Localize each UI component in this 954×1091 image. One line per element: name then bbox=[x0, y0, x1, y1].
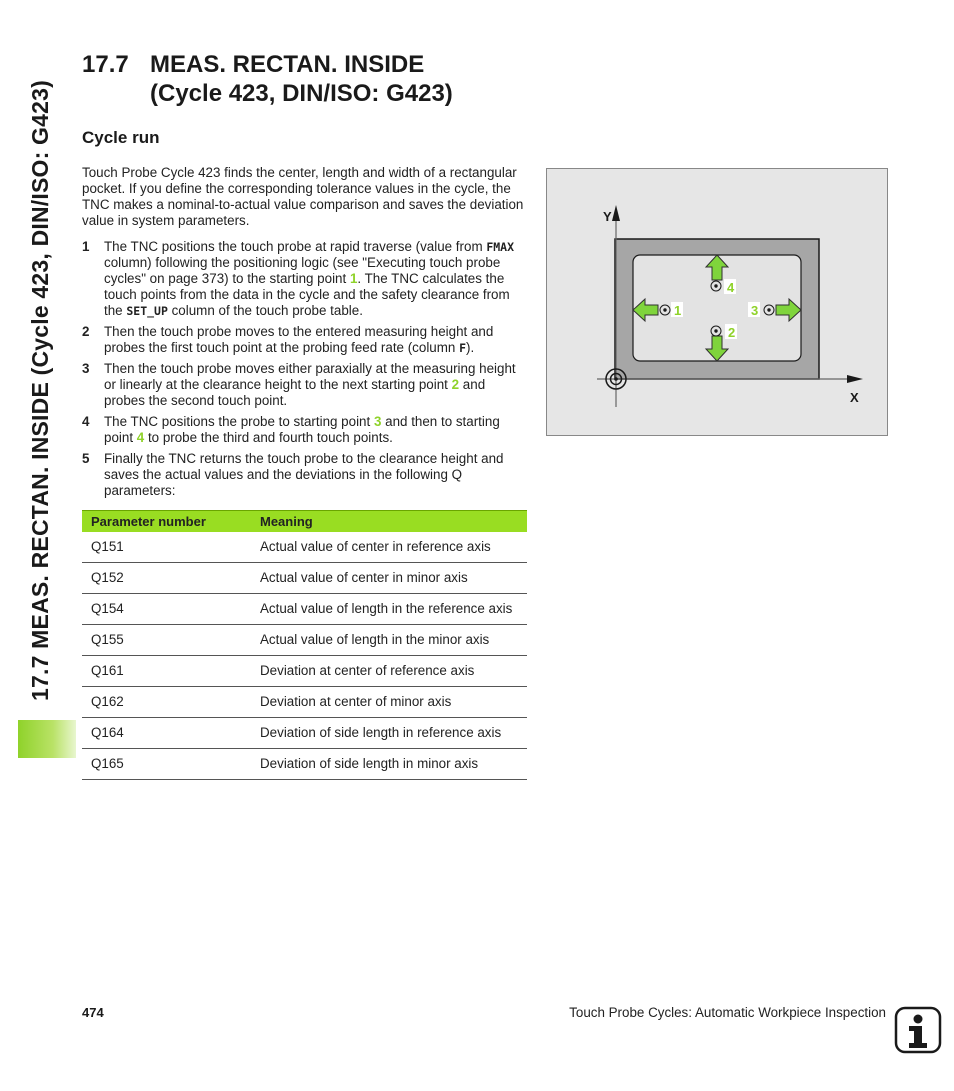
point-ref: 4 bbox=[136, 430, 145, 445]
step-text: and then to starting point bbox=[104, 414, 500, 445]
side-tab bbox=[20, 40, 60, 740]
table-header-row bbox=[82, 511, 527, 533]
table-row bbox=[82, 594, 527, 625]
code-f: F bbox=[459, 341, 466, 355]
param-meaning: Deviation at center of minor axis bbox=[251, 687, 527, 718]
step-number: 2 bbox=[82, 324, 90, 339]
step-text: Finally the TNC returns the touch probe to the clearance height and saves the actual values and the deviations in the following Q parameters: bbox=[104, 451, 504, 498]
chapter-number: 17.7 bbox=[82, 51, 129, 78]
step-item bbox=[82, 239, 528, 319]
step-text: Then the touch probe moves either paraxially at the measuring height or linearly at the clearance height to the next starting point bbox=[104, 361, 516, 392]
chapter-title bbox=[82, 50, 453, 108]
step-text: Then the touch probe moves to the entered measuring height and probes the first touch point at the probing feed rate (column bbox=[104, 324, 494, 355]
step-text: column of the touch probe table. bbox=[167, 303, 363, 318]
param-number: Q155 bbox=[82, 625, 251, 656]
param-meaning: Actual value of length in the minor axis bbox=[251, 625, 527, 656]
point-label-2: 2 bbox=[728, 325, 736, 340]
step-item bbox=[82, 451, 528, 499]
intro-paragraph: Touch Probe Cycle 423 finds the center, length and width of a rectangular pocket. If you define the corresponding tolerance values in the cycle, the TNC makes a nominal-to-actual value comparison and saves the deviation value in system parameters. bbox=[82, 165, 524, 228]
step-list bbox=[82, 239, 528, 499]
step-text: . The TNC calculates the touch points from the data in the cycle and the safety clearance from the bbox=[104, 271, 510, 318]
cycle-diagram bbox=[546, 168, 888, 436]
parameter-table bbox=[82, 510, 527, 780]
param-number: Q151 bbox=[82, 532, 251, 563]
point-label-4: 4 bbox=[727, 280, 735, 295]
body-text bbox=[82, 165, 528, 504]
point-ref: 2 bbox=[451, 377, 460, 392]
code-fmax: FMAX bbox=[486, 240, 515, 254]
param-number: Q165 bbox=[82, 749, 251, 780]
step-text: ). bbox=[466, 340, 475, 355]
param-meaning: Actual value of length in the reference axis bbox=[251, 594, 527, 625]
x-axis-arrow bbox=[847, 375, 863, 383]
step-text: The TNC positions the touch probe at rapid traverse (value from bbox=[104, 239, 487, 254]
param-number: Q154 bbox=[82, 594, 251, 625]
table-row bbox=[82, 656, 527, 687]
step-item bbox=[82, 414, 528, 446]
param-meaning: Deviation of side length in minor axis bbox=[251, 749, 527, 780]
footer-title: Touch Probe Cycles: Automatic Workpiece Inspection bbox=[569, 1005, 886, 1020]
probe-icon bbox=[764, 305, 774, 315]
point-ref: 3 bbox=[373, 414, 382, 429]
param-number: Q161 bbox=[82, 656, 251, 687]
step-number: 3 bbox=[82, 361, 90, 376]
probe-icon bbox=[711, 281, 721, 291]
info-icon bbox=[894, 1006, 942, 1054]
y-axis-label: Y bbox=[603, 209, 612, 224]
param-number: Q164 bbox=[82, 718, 251, 749]
param-meaning: Deviation of side length in reference axis bbox=[251, 718, 527, 749]
probe-icon bbox=[711, 326, 721, 336]
table-row bbox=[82, 532, 527, 563]
side-tab-marker bbox=[18, 720, 76, 758]
column-header: Parameter number bbox=[82, 511, 251, 533]
table-row bbox=[82, 625, 527, 656]
param-meaning: Deviation at center of reference axis bbox=[251, 656, 527, 687]
param-meaning: Actual value of center in reference axis bbox=[251, 532, 527, 563]
table-row bbox=[82, 749, 527, 780]
y-axis-arrow bbox=[612, 205, 620, 221]
step-item bbox=[82, 361, 528, 409]
chapter-title-line2: (Cycle 423, DIN/ISO: G423) bbox=[150, 80, 453, 107]
section-heading: Cycle run bbox=[82, 128, 160, 147]
side-tab-label: 17.7 MEAS. RECTAN. INSIDE (Cycle 423, DIN/ISO: G423) bbox=[26, 79, 53, 701]
point-label-3: 3 bbox=[751, 303, 759, 318]
step-number: 1 bbox=[82, 239, 90, 254]
step-item bbox=[82, 324, 528, 356]
x-axis-label: X bbox=[850, 390, 859, 405]
table-row bbox=[82, 687, 527, 718]
point-label-1: 1 bbox=[674, 303, 682, 318]
step-number: 5 bbox=[82, 451, 90, 466]
chapter-title-line1: MEAS. RECTAN. INSIDE bbox=[150, 51, 425, 78]
table-row bbox=[82, 718, 527, 749]
param-number: Q162 bbox=[82, 687, 251, 718]
code-set-up: SET_UP bbox=[126, 304, 168, 318]
page-number: 474 bbox=[82, 1005, 104, 1020]
step-text: column) following the positioning logic (see "Executing touch probe cycles" on page 373) to the starting point bbox=[104, 255, 501, 286]
step-text: The TNC positions the probe to starting point bbox=[104, 414, 374, 429]
diagram-svg bbox=[547, 169, 887, 435]
param-number: Q152 bbox=[82, 563, 251, 594]
param-meaning: Actual value of center in minor axis bbox=[251, 563, 527, 594]
column-header: Meaning bbox=[251, 511, 527, 533]
point-ref: 1 bbox=[349, 271, 358, 286]
probe-icon bbox=[660, 305, 670, 315]
step-number: 4 bbox=[82, 414, 90, 429]
step-text: and probes the second touch point. bbox=[104, 377, 486, 408]
table-row bbox=[82, 563, 527, 594]
step-text: to probe the third and fourth touch points. bbox=[144, 430, 393, 445]
